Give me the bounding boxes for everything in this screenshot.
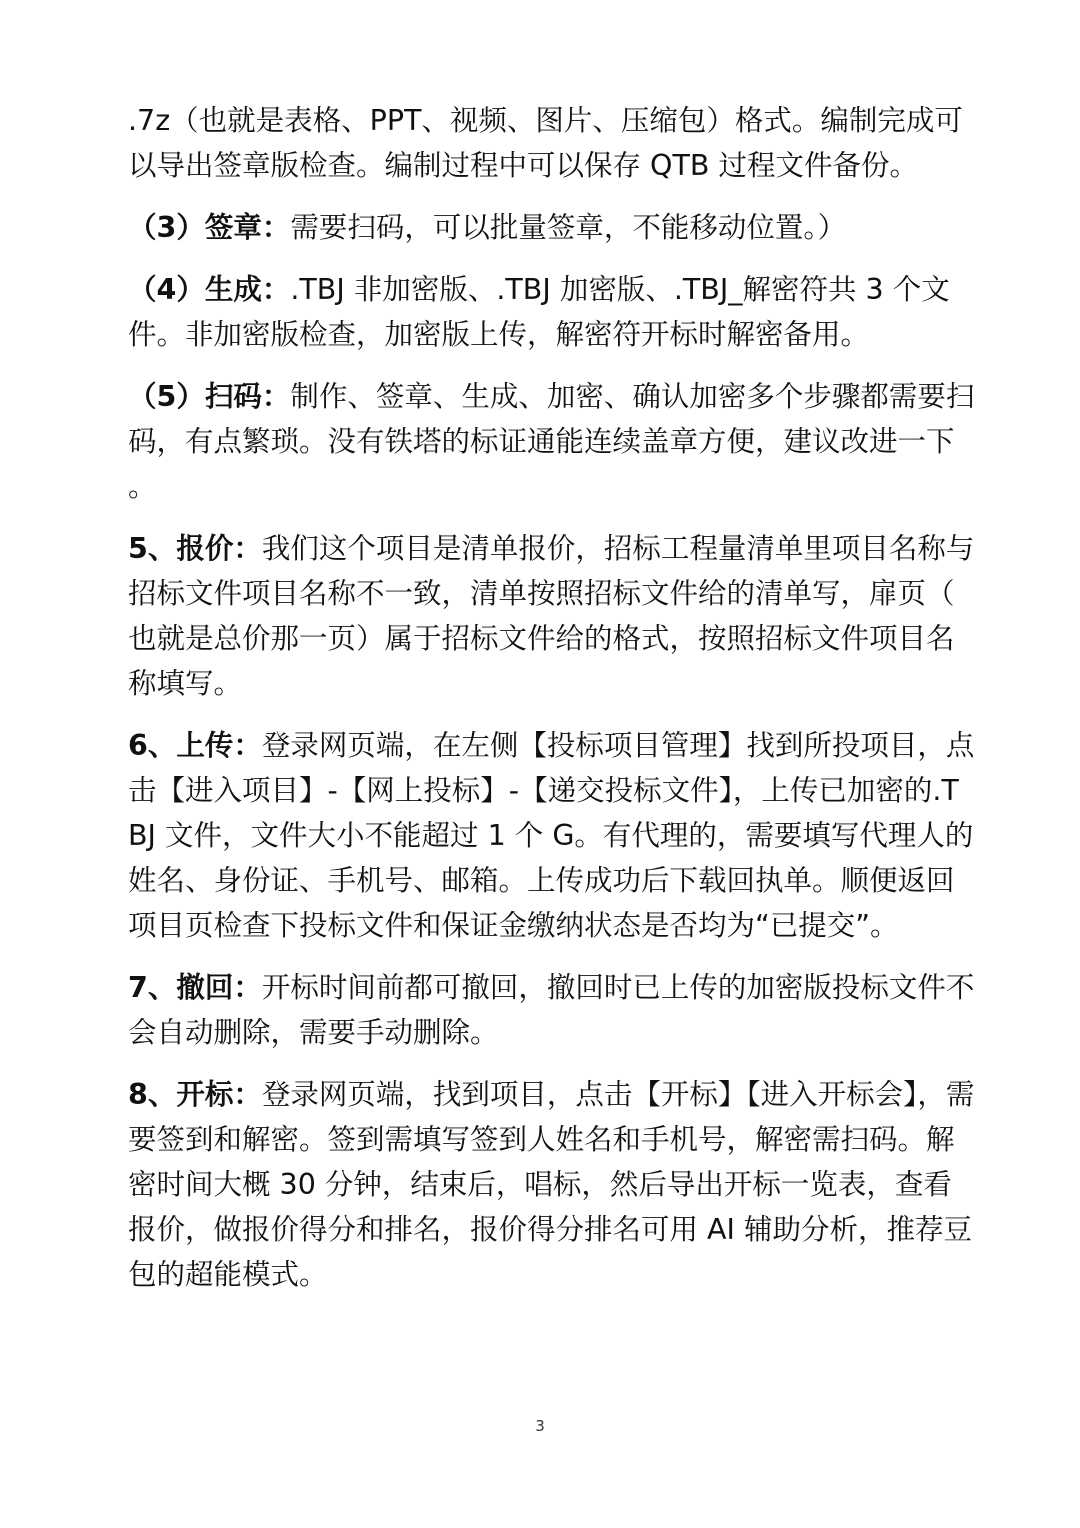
paragraph-upload: [128, 723, 978, 948]
paragraph-lead: （5）扫码：: [128, 380, 291, 413]
paragraph-withdraw: [128, 965, 978, 1055]
paragraph-signature: [128, 205, 978, 250]
paragraph-text: 开标时间前都可撤回，撤回时已上传的加密版投标文件不会自动删除，需要手动删除。: [128, 971, 975, 1049]
paragraph-scan: [128, 374, 978, 509]
paragraph-text: 制作、签章、生成、加密、确认加密多个步骤都需要扫码，有点繁琐。没有铁塔的标证通能连续盖章方便，建议改进一下。: [128, 380, 975, 503]
paragraph-text: 登录网页端，在左侧【投标项目管理】找到所投项目，点击【进入项目】-【网上投标】-【递交投标文件】，上传已加密的.TBJ 文件，文件大小不能超过 1 个 G。有代理的，需要填写代理人的姓名、身份证、手机号、邮箱。上传成功后下载回执单。顺便返回项目页检查下投标文件和保证金缴纳状态是否均为“已提交”。: [128, 729, 975, 942]
paragraph-lead: 6、上传：: [128, 729, 262, 762]
paragraph-lead: 5、报价：: [128, 532, 262, 565]
paragraph-generate: [128, 267, 978, 357]
paragraph-text: .7z（也就是表格、PPT、视频、图片、压缩包）格式。编制完成可以导出签章版检查。编制过程中可以保存 QTB 过程文件备份。: [128, 104, 963, 182]
paragraph-text: 我们这个项目是清单报价，招标工程量清单里项目名称与招标文件项目名称不一致，清单按照招标文件给的清单写，扉页（也就是总价那一页）属于招标文件给的格式，按照招标文件项目名称填写。: [128, 532, 975, 700]
document-body: [128, 98, 978, 1314]
paragraph-text: 登录网页端，找到项目，点击【开标】【进入开标会】，需要签到和解密。签到需填写签到人姓名和手机号，解密需扫码。解密时间大概 30 分钟，结束后，唱标，然后导出开标一览表，查看报价，做报价得分和排名，报价得分排名可用 AI 辅助分析，推荐豆包的超能模式。: [128, 1078, 975, 1291]
paragraph-lead: （4）生成：: [128, 273, 291, 306]
paragraph-lead: 7、撤回：: [128, 971, 262, 1004]
page-number: 3: [535, 1417, 545, 1435]
paragraph-export-formats: [128, 98, 978, 188]
paragraph-lead: （3）签章：: [128, 211, 291, 244]
paragraph-quotation: [128, 526, 978, 706]
paragraph-lead: 8、开标：: [128, 1078, 262, 1111]
paragraph-text: 需要扫码，可以批量签章，不能移动位置。）: [290, 211, 847, 244]
paragraph-text: .TBJ 非加密版、.TBJ 加密版、.TBJ_解密符共 3 个文件。非加密版检查，加密版上传，解密符开标时解密备用。: [128, 273, 950, 351]
paragraph-bid-opening: [128, 1072, 978, 1297]
